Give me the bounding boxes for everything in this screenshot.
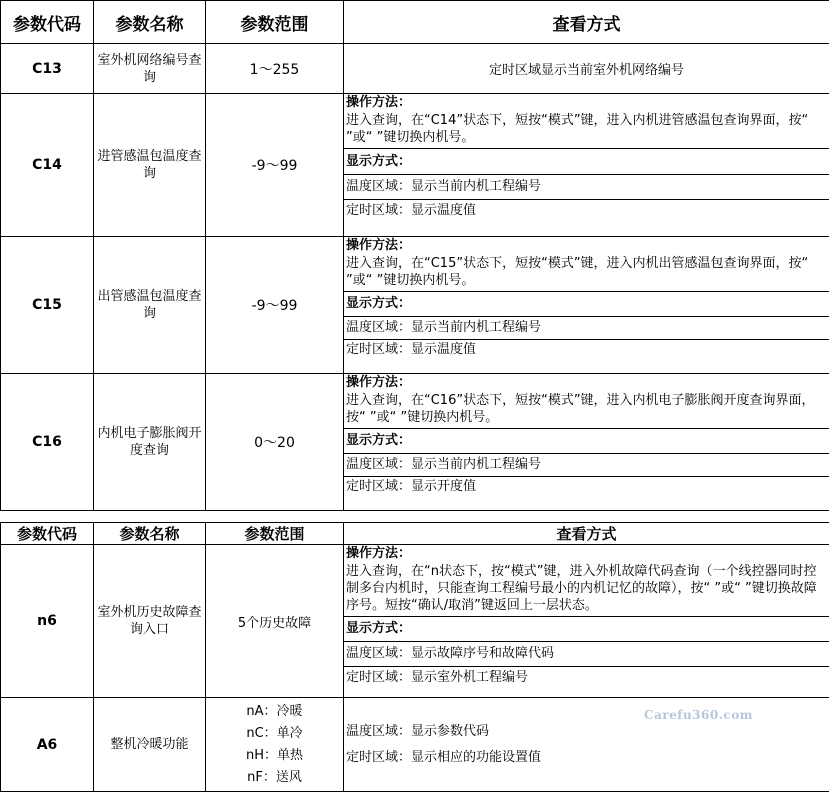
timer-area-line: 定时区域：显示相应的功能设置值 (344, 745, 829, 771)
display-label: 显示方式： (344, 617, 829, 642)
param-name: 出管感温包温度查询 (94, 237, 206, 374)
params-table-2 (0, 522, 829, 792)
param-name: 进管感温包温度查询 (94, 94, 206, 237)
display-label: 显示方式： (344, 149, 829, 175)
param-range: 5个历史故障 (206, 545, 344, 698)
param-view (344, 237, 829, 374)
table-row (1, 545, 829, 698)
param-code: A6 (1, 698, 94, 792)
param-view (344, 94, 829, 237)
operation-label: 操作方法： (344, 237, 829, 255)
param-range: -9～99 (206, 237, 344, 374)
operation-label: 操作方法： (344, 374, 829, 392)
header-code: 参数代码 (1, 1, 94, 44)
operation-text: 进入查询，在“C16”状态下，短按“模式”键，进入内机电子膨胀阀开度查询界面，按“ ”或“ ”键切换内机号。 (344, 392, 829, 429)
timer-area-line: 定时区域：显示温度值 (344, 340, 829, 360)
timer-area-line: 定时区域：显示开度值 (344, 477, 829, 497)
header-view: 查看方式 (344, 523, 829, 545)
param-code: C15 (1, 237, 94, 374)
param-code: C13 (1, 44, 94, 94)
option-cool-only: nC：单冷 (206, 723, 343, 745)
display-label: 显示方式： (344, 429, 829, 454)
table-row (1, 44, 829, 94)
header-name: 参数名称 (94, 1, 206, 44)
header-code: 参数代码 (1, 523, 94, 545)
table-row (1, 94, 829, 237)
temp-area-line: 温度区域：显示当前内机工程编号 (344, 175, 829, 200)
header-range: 参数范围 (206, 523, 344, 545)
param-range: 0～20 (206, 374, 344, 511)
watermark: Carefu360.com (644, 708, 753, 722)
temp-area-line: 温度区域：显示参数代码 (344, 719, 829, 745)
operation-text: 进入查询，在“C15”状态下，短按“模式”键，进入内机出管感温包查询界面，按“ ”或“ ”键切换内机号。 (344, 255, 829, 292)
param-name: 内机电子膨胀阀开度查询 (94, 374, 206, 511)
operation-label: 操作方法： (344, 545, 829, 563)
operation-label: 操作方法： (344, 94, 829, 112)
operation-text: 进入查询，在“n状态下，按“模式”键，进入外机故障代码查询（一个线控器同时控制多台内机时，只能查询工程编号最小的内机记忆的故障），按“ ”或“ ”键切换故障序号。短按“确认/取消”键返回上一层状态。 (344, 563, 829, 617)
param-view (344, 545, 829, 698)
temp-area-line: 温度区域：显示当前内机工程编号 (344, 317, 829, 340)
option-fan-only: nF：送风 (206, 767, 343, 789)
param-name: 整机冷暖功能 (94, 698, 206, 792)
timer-area-line: 定时区域：显示温度值 (344, 200, 829, 222)
param-name: 室外机网络编号查询 (94, 44, 206, 94)
option-cool-heat: nA：冷暖 (206, 701, 343, 723)
param-view (344, 698, 829, 792)
param-code: C14 (1, 94, 94, 237)
param-name: 室外机历史故障查询入口 (94, 545, 206, 698)
header-row (1, 523, 829, 545)
table-row (1, 374, 829, 511)
param-view (344, 374, 829, 511)
param-range: 1～255 (206, 44, 344, 94)
temp-area-line: 温度区域：显示当前内机工程编号 (344, 454, 829, 477)
header-range: 参数范围 (206, 1, 344, 44)
table-row (1, 237, 829, 374)
header-name: 参数名称 (94, 523, 206, 545)
option-heat-only: nH：单热 (206, 745, 343, 767)
header-row (1, 1, 829, 44)
param-code: n6 (1, 545, 94, 698)
timer-area-line: 定时区域：显示室外机工程编号 (344, 667, 829, 689)
param-code: C16 (1, 374, 94, 511)
temp-area-line: 温度区域：显示故障序号和故障代码 (344, 642, 829, 667)
header-view: 查看方式 (344, 1, 829, 44)
param-range: -9～99 (206, 94, 344, 237)
function-options (206, 698, 344, 792)
display-label: 显示方式： (344, 292, 829, 317)
operation-text: 进入查询，在“C14”状态下，短按“模式”键，进入内机进管感温包查询界面，按“ ”或“ ”键切换内机号。 (344, 112, 829, 149)
param-view: 定时区域显示当前室外机网络编号 (344, 44, 829, 94)
